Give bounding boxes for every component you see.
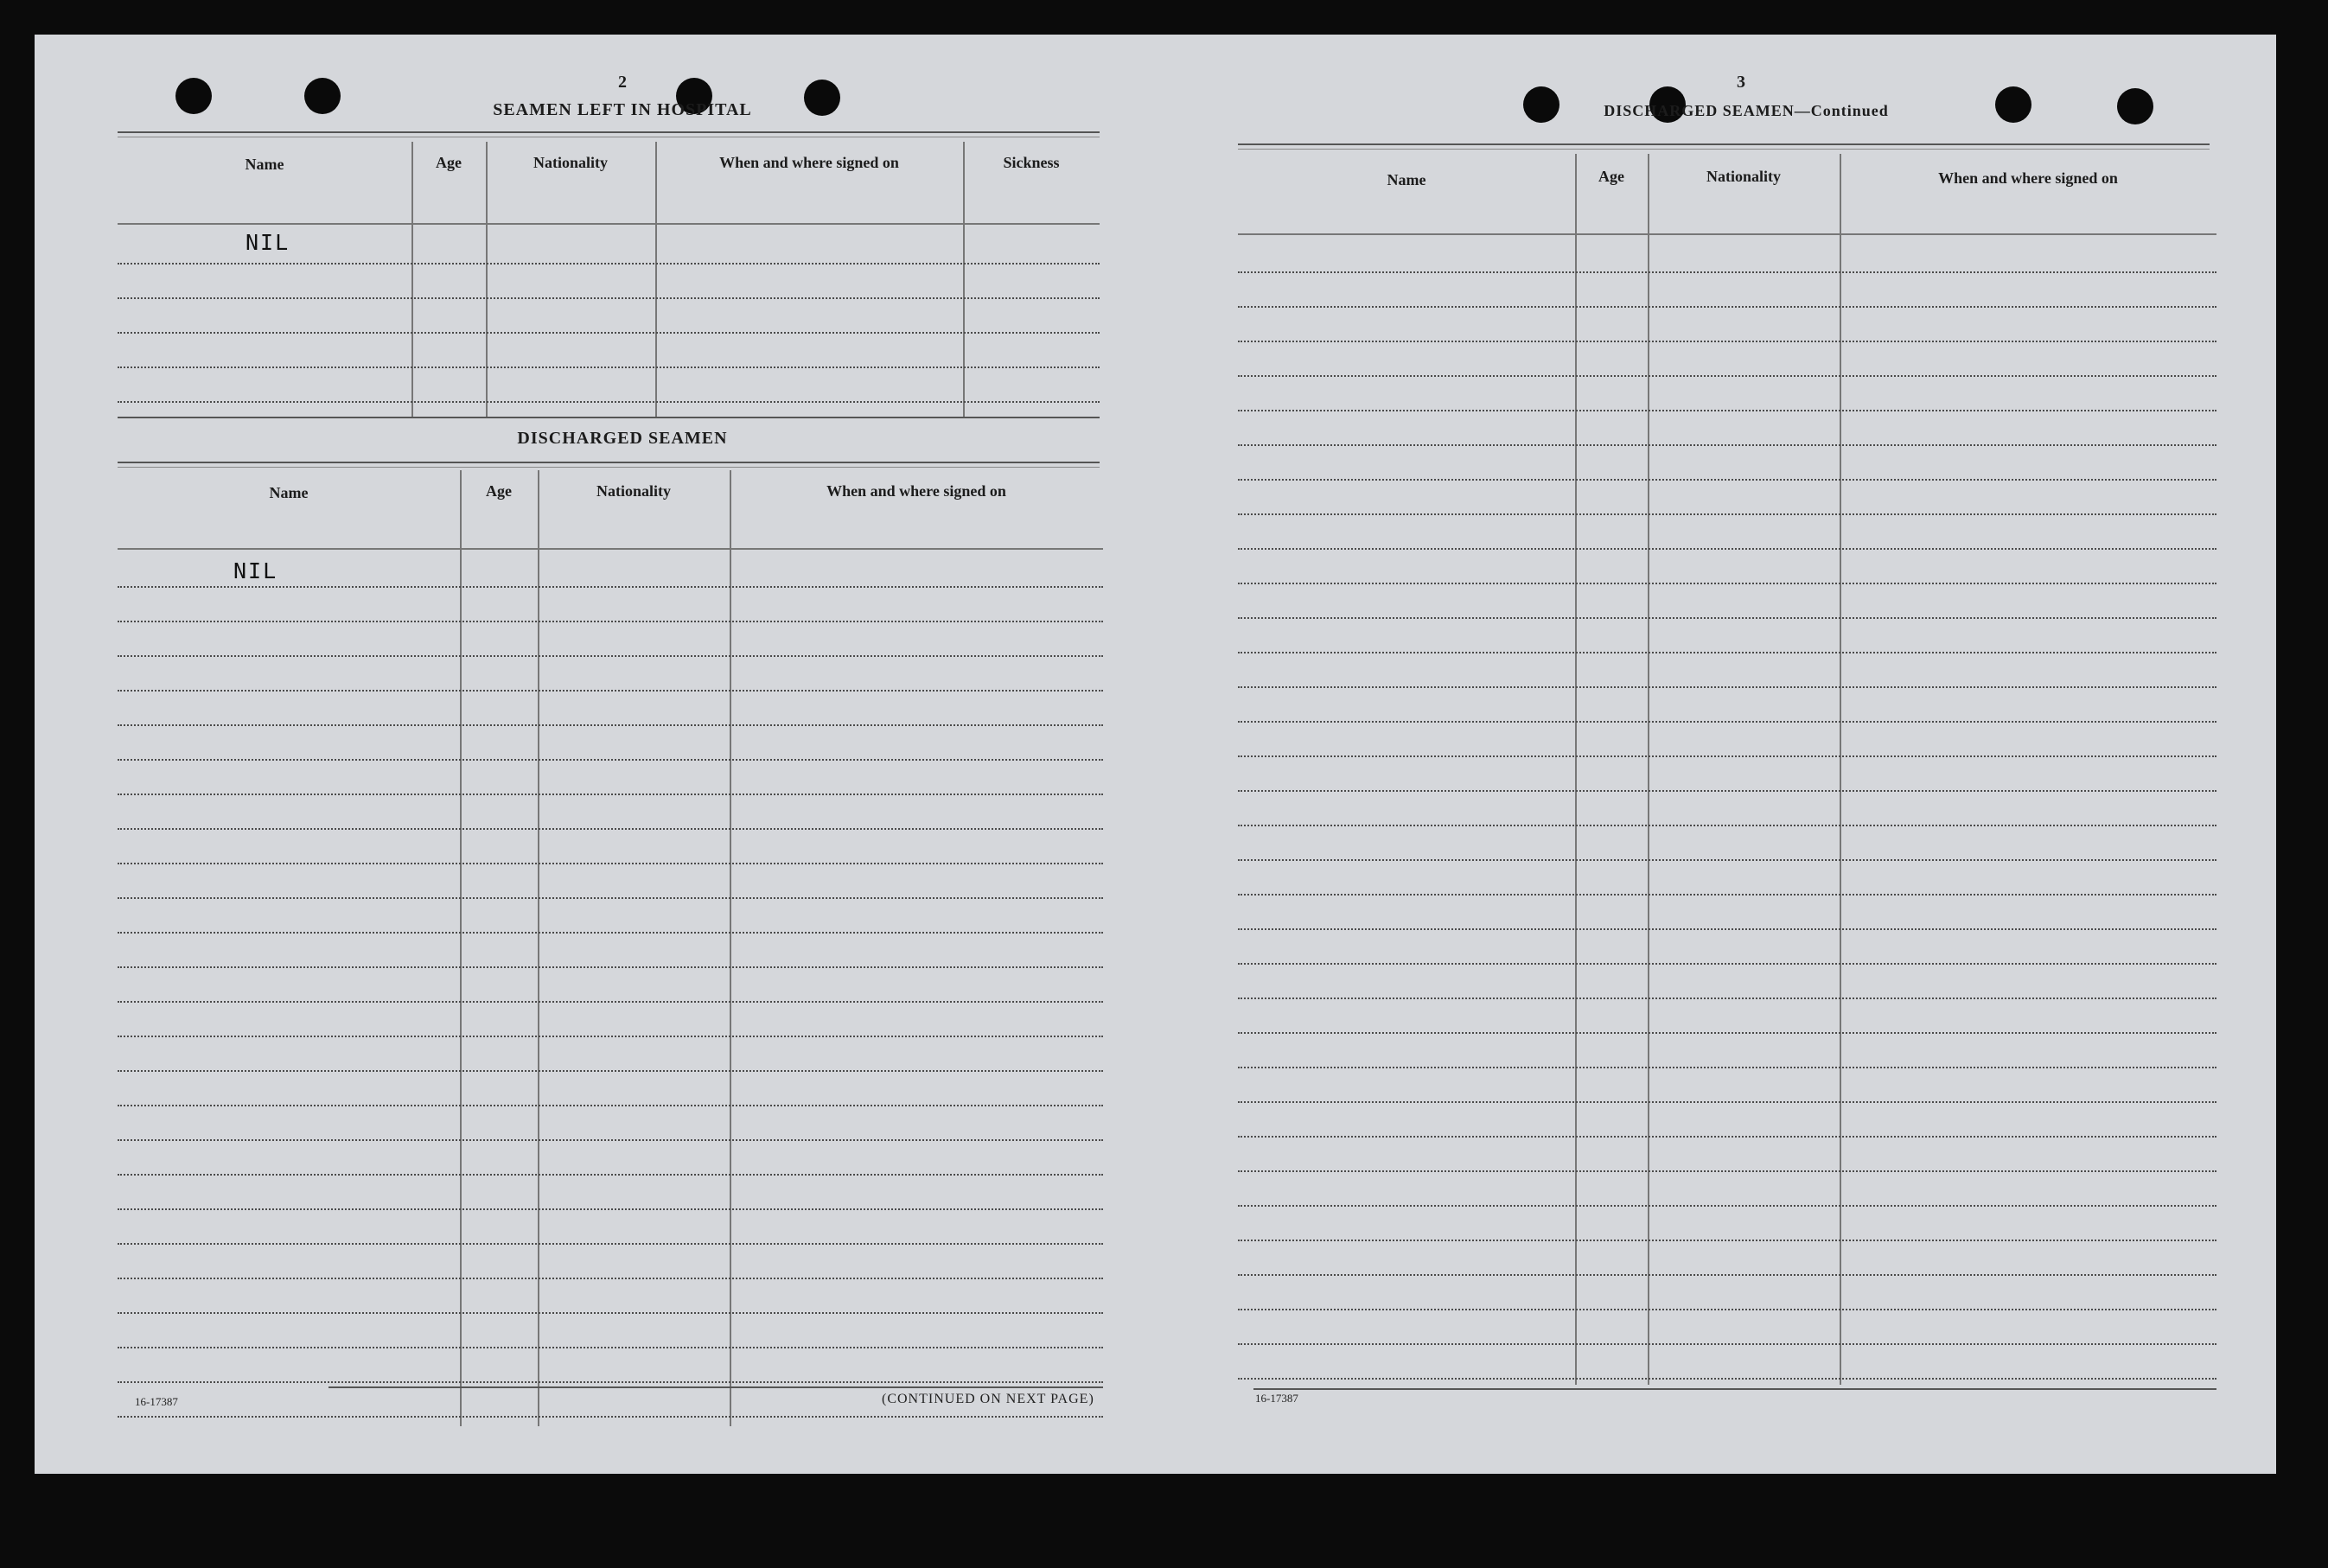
column-header-signed-on: When and where signed on	[719, 154, 899, 171]
row-line	[1238, 755, 2216, 757]
section-rule	[118, 462, 1100, 468]
row-line	[118, 1036, 1103, 1037]
row-line	[118, 1001, 1103, 1003]
row-line	[118, 367, 1100, 368]
row-line	[1238, 1136, 2216, 1138]
column-divider	[1648, 154, 1649, 1385]
row-line	[118, 297, 1100, 299]
page-bottom-rule	[1253, 1388, 2216, 1390]
row-line	[1238, 928, 2216, 930]
row-line	[118, 794, 1103, 795]
row-line	[1238, 548, 2216, 550]
row-line	[1238, 1378, 2216, 1380]
row-line	[118, 1105, 1103, 1106]
row-line	[1238, 375, 2216, 377]
row-line	[1238, 1170, 2216, 1172]
row-line	[118, 263, 1100, 265]
row-line	[1238, 1101, 2216, 1103]
row-line	[118, 621, 1103, 622]
column-header-sickness: Sickness	[1003, 154, 1060, 171]
column-divider	[411, 142, 413, 417]
punch-hole	[2117, 88, 2153, 124]
row-line	[1238, 1274, 2216, 1276]
row-line	[1238, 1032, 2216, 1034]
row-line	[118, 1278, 1103, 1279]
header-rule	[1238, 233, 2216, 235]
column-header-signed-on: When and where signed on	[1938, 169, 2118, 187]
row-line	[1238, 790, 2216, 792]
discharged-table	[118, 470, 1103, 1428]
row-line	[1238, 1067, 2216, 1068]
column-divider	[460, 470, 462, 1426]
row-line	[118, 655, 1103, 657]
row-line	[118, 1174, 1103, 1176]
hospital-table	[118, 142, 1100, 418]
column-divider	[655, 142, 657, 417]
column-header-signed-on: When and where signed on	[826, 482, 1006, 500]
column-divider	[1840, 154, 1841, 1385]
column-header-nationality: Nationality	[533, 154, 608, 171]
hospital-entry-name: NIL	[246, 230, 290, 255]
row-line	[1238, 998, 2216, 999]
row-line	[118, 1347, 1103, 1348]
row-line	[1238, 1205, 2216, 1207]
discharged-entry-name: NIL	[233, 558, 278, 583]
row-line	[1238, 963, 2216, 965]
header-rule	[118, 223, 1100, 225]
column-divider	[730, 470, 731, 1426]
row-line	[118, 863, 1103, 864]
row-line	[1238, 444, 2216, 446]
row-line	[1238, 617, 2216, 619]
row-line	[118, 897, 1103, 899]
row-line	[1238, 410, 2216, 411]
row-line	[118, 401, 1100, 403]
row-line	[118, 724, 1103, 726]
continued-note: (CONTINUED ON NEXT PAGE)	[882, 1392, 1094, 1406]
row-line	[1238, 859, 2216, 861]
punch-hole	[804, 80, 840, 116]
punch-hole	[1523, 86, 1559, 123]
punch-hole	[175, 78, 212, 114]
row-line	[118, 966, 1103, 968]
column-header-name: Name	[245, 156, 284, 173]
column-header-age: Age	[1598, 168, 1624, 185]
column-header-nationality: Nationality	[1706, 168, 1781, 185]
document-sheet	[35, 35, 2276, 1474]
row-line	[118, 690, 1103, 692]
row-line	[1238, 652, 2216, 653]
row-line	[1238, 479, 2216, 481]
row-line	[118, 1381, 1103, 1383]
row-line	[118, 1208, 1103, 1210]
row-line	[1238, 513, 2216, 515]
row-line	[118, 1416, 1103, 1418]
page-bottom-rule	[328, 1386, 1103, 1388]
row-line	[118, 932, 1103, 934]
row-line	[1238, 686, 2216, 688]
row-line	[118, 1243, 1103, 1245]
form-code: 16-17387	[135, 1395, 178, 1408]
section-rule	[1238, 143, 2210, 150]
discharged-continued-table	[1238, 154, 2216, 1390]
column-header-nationality: Nationality	[596, 482, 671, 500]
row-line	[1238, 721, 2216, 723]
punch-hole	[1995, 86, 2031, 123]
row-line	[118, 1312, 1103, 1314]
row-line	[118, 828, 1103, 830]
section-rule	[118, 417, 1100, 418]
column-header-name: Name	[1387, 171, 1426, 188]
row-line	[118, 332, 1100, 334]
section-title-hospital: SEAMEN LEFT IN HOSPITAL	[493, 100, 752, 119]
row-line	[1238, 825, 2216, 826]
row-line	[1238, 1309, 2216, 1310]
row-line	[118, 1139, 1103, 1141]
section-rule	[118, 131, 1100, 137]
section-title-discharged: DISCHARGED SEAMEN	[517, 429, 728, 448]
column-header-age: Age	[436, 154, 462, 171]
column-divider	[486, 142, 488, 417]
row-line	[1238, 341, 2216, 342]
row-line	[118, 759, 1103, 761]
form-code: 16-17387	[1255, 1392, 1298, 1405]
row-line	[1238, 306, 2216, 308]
column-header-age: Age	[486, 482, 512, 500]
row-line	[118, 586, 1103, 588]
page-number: 2	[618, 73, 627, 92]
row-line	[1238, 1343, 2216, 1345]
column-divider	[963, 142, 965, 417]
row-line	[1238, 894, 2216, 896]
header-rule	[118, 548, 1103, 550]
row-line	[1238, 271, 2216, 273]
punch-hole	[304, 78, 341, 114]
column-header-name: Name	[269, 484, 309, 501]
section-title-discharged-continued: DISCHARGED SEAMEN—Continued	[1604, 102, 1889, 119]
row-line	[1238, 1240, 2216, 1241]
column-divider	[1575, 154, 1577, 1385]
column-divider	[538, 470, 539, 1426]
page-number: 3	[1737, 73, 1745, 92]
row-line	[1238, 583, 2216, 584]
row-line	[118, 1070, 1103, 1072]
